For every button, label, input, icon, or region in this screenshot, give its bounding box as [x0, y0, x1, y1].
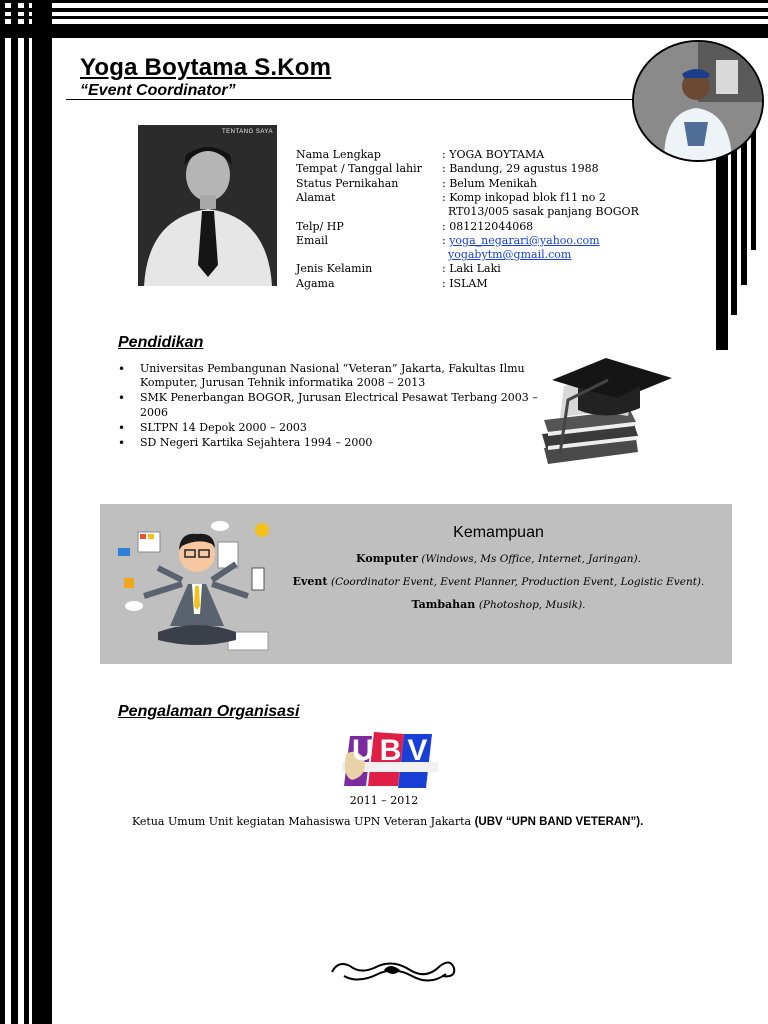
top-stripe-3: [0, 16, 768, 19]
header-divider: [66, 99, 636, 100]
skills-panel: [100, 504, 732, 664]
left-stripe-1: [0, 0, 5, 1024]
info-label: Status Pernikahan: [296, 176, 399, 190]
left-stripe-2: [11, 0, 18, 1024]
flourish-ornament-icon: [328, 952, 458, 988]
right-stripe-1: [716, 130, 728, 350]
info-value: : YOGA BOYTAMA: [442, 148, 545, 161]
left-stripe-4: [32, 0, 52, 1024]
education-title: Pendidikan: [118, 334, 204, 351]
ubv-logo-text: UBV: [352, 734, 434, 767]
organization-description: [132, 815, 643, 828]
left-stripe-3: [24, 0, 29, 1024]
skill-label: Tambahan: [411, 598, 476, 611]
info-label: Nama Lengkap: [296, 148, 381, 161]
organization-year: 2011 – 2012: [349, 794, 419, 807]
profile-photo: [138, 125, 277, 286]
organization-role: Ketua Umum Unit kegiatan Mahasiswa UPN Veteran Jakarta: [132, 815, 472, 828]
info-value: : Belum Menikah: [442, 176, 538, 190]
skill-detail: (Photoshop, Musik).: [478, 599, 586, 611]
info-value: RT013/005 sasak panjang BOGOR: [448, 205, 639, 219]
email-link-yahoo[interactable]: yoga_negarari@yahoo.com: [449, 233, 600, 247]
top-stripe-1: [0, 0, 768, 3]
top-stripe-4: [0, 24, 768, 38]
skill-line-extra: [100, 598, 732, 611]
right-stripe-4: [751, 125, 756, 250]
info-label: Alamat: [296, 190, 336, 204]
personal-info: [296, 148, 656, 298]
skill-label: Event: [292, 575, 328, 588]
job-title: “Event Coordinator”: [80, 82, 236, 99]
avatar-person-icon: [634, 42, 762, 160]
skills-title: Kemampuan: [453, 524, 544, 541]
info-value: [442, 234, 600, 248]
right-stripe-3: [741, 135, 747, 285]
education-item: • SLTPN 14 Depok 2000 – 2003: [118, 421, 538, 435]
info-label: Jenis Kelamin: [296, 262, 373, 276]
info-value: : Komp inkopad blok f11 no 2: [442, 190, 606, 204]
top-stripe-2: [0, 8, 768, 12]
email-link-gmail[interactable]: yogabytm@gmail.com: [448, 248, 572, 262]
organization-title: Pengalaman Organisasi: [118, 703, 300, 720]
skill-line-computer: [100, 552, 732, 565]
organization-name: (UBV “UPN BAND VETERAN”).: [474, 816, 644, 828]
skill-detail: (Coordinator Event, Event Planner, Production Event, Logistic Event).: [330, 576, 705, 588]
profile-person-icon: [138, 125, 277, 286]
education-list: [118, 362, 538, 451]
education-item: • SD Negeri Kartika Sejahtera 1994 – 2000: [118, 436, 538, 450]
info-value: : Bandung, 29 agustus 1988: [442, 162, 599, 176]
photo-caption: TENTANG SAYA: [221, 129, 273, 135]
education-item: • SMK Penerbangan BOGOR, Jurusan Electrical Pesawat Terbang 2003 – 2006: [118, 391, 538, 419]
education-item: • Universitas Pembangunan Nasional “Veteran” Jakarta, Fakultas Ilmu Komputer, Jurusan Tehnik informatika 2008 – 2013: [118, 362, 538, 390]
skill-label: Komputer: [356, 552, 418, 565]
info-value: : 081212044068: [442, 219, 534, 233]
right-stripe-2: [731, 140, 737, 315]
info-label: Agama: [296, 276, 335, 290]
info-value: : ISLAM: [442, 276, 488, 290]
avatar: [632, 40, 764, 162]
email-prefix: :: [442, 233, 450, 247]
candidate-name: Yoga Boytama S.Kom: [80, 54, 332, 81]
info-label: Tempat / Tanggal lahir: [296, 162, 422, 176]
skill-detail: (Windows, Ms Office, Internet, Jaringan).: [421, 553, 641, 565]
ubv-logo: [342, 732, 438, 790]
info-label: Telp/ HP: [296, 219, 344, 233]
graduation-books-icon: [538, 356, 674, 470]
info-label: Email: [296, 233, 329, 247]
info-value: : Laki Laki: [442, 262, 501, 276]
skill-line-event: [100, 575, 732, 588]
